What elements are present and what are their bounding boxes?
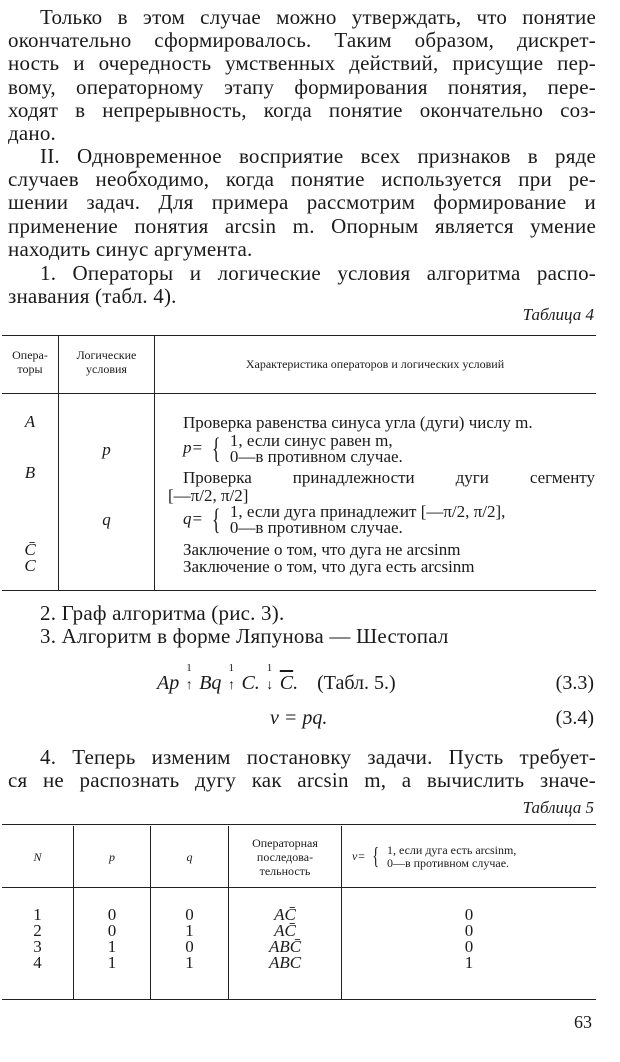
text-line: применение понятия arcsin m. Опорным является умение [8, 213, 596, 238]
text-line: окончательно сформировалось. Таким образом, дискрет- [8, 28, 596, 53]
formula-term-c: C. [241, 672, 260, 694]
table-top-rule [2, 824, 596, 825]
cell-v: 1 [464, 953, 474, 972]
cell-p: 0 [107, 905, 117, 924]
def-p-lhs: p= [183, 437, 203, 457]
def-p-case-1: 1, если синус равен m, [229, 431, 393, 450]
desc-b-line1: Проверка принадлежности дуги сегменту [183, 468, 595, 487]
formula-term-bq: Bq [199, 672, 222, 694]
brace-icon: { [372, 844, 380, 870]
header-n: N [33, 850, 42, 864]
def-p-case-0: 0—в противном случае. [229, 447, 403, 466]
def-q-case-1: 1, если дуга принадлежит [—π/2, π/2], [229, 502, 506, 521]
text-line: ходят в непрерывность, когда понятие окончательно соз- [8, 97, 596, 122]
text-line: ся не распознать дугу как arcsin m, а вычислить значе- [8, 768, 596, 793]
cell-p: 1 [107, 953, 117, 972]
paragraph-4 [8, 602, 596, 648]
cell-n: 2 [33, 921, 42, 940]
cell-n: 3 [33, 937, 42, 956]
condition-p: p [102, 440, 111, 459]
text-line: 3. Алгоритм в форме Ляпунова — Шестопал [40, 624, 449, 649]
text-line: 2. Граф алгоритма (рис. 3). [40, 601, 285, 625]
header-operator-sequence: Операторная последова- тельность [252, 836, 318, 878]
paragraph-1 [8, 6, 596, 145]
v-lhs: v= [352, 848, 366, 863]
text-line: вому, операторному этапу формирования понятия, пере- [8, 74, 596, 99]
text-line: шении задач. Для примера рассмотрим формирование и [8, 190, 596, 215]
def-p-cases [230, 433, 403, 465]
def-q [183, 504, 505, 536]
brace-icon: { [212, 432, 221, 465]
text-line: случаев необходимо, когда понятие используется при ре- [8, 167, 596, 192]
operator-b: B [24, 463, 36, 482]
table-header-rule [2, 887, 596, 888]
text-line: ность и очередность умственных действий, присущие пер- [8, 51, 596, 76]
header-operators: Опера- торы [12, 348, 48, 376]
formula-3-3: Ap 1 ↑ Bq 1 ↑ C. 1 ↓ $\overline{C}$. (Табл. 5.) [157, 662, 396, 694]
desc-b-line2: [—π/2, π/2] [168, 486, 249, 505]
header-conditions: Логические условия [76, 348, 137, 376]
def-q-lhs: q= [183, 508, 203, 528]
cell-p: 0 [107, 921, 117, 940]
cell-p: 1 [107, 937, 117, 956]
table-4-caption: Таблица 4 [522, 305, 594, 324]
text-line: находить синус аргумента. [8, 236, 253, 261]
v-case-0: 0—в противном случае. [386, 856, 510, 870]
desc-a: Проверка равенства синуса угла (дуги) числу m. [183, 413, 533, 432]
equation-number-3-3: (3.3) [555, 672, 594, 694]
text-line: II. Одновременное восприятие всех признаков в ряде [40, 144, 596, 168]
cell-seq: ABC [268, 953, 302, 972]
condition-q: q [102, 510, 111, 529]
column-divider [154, 336, 155, 590]
operator-a: A [24, 412, 36, 431]
v-cases [387, 844, 516, 870]
brace-icon: { [212, 503, 221, 536]
def-p [183, 433, 403, 465]
arrow-up-icon: 1 ↑ [227, 662, 235, 693]
table-header-rule [2, 393, 596, 394]
table-bottom-rule [2, 999, 596, 1000]
def-q-cases [230, 504, 506, 536]
operator-c: C [24, 556, 36, 575]
cell-q: 1 [185, 921, 194, 940]
cell-q: 0 [185, 937, 194, 956]
text-line: 1. Операторы и логические условия алгоритма распо- [40, 261, 596, 285]
cell-q: 1 [185, 953, 194, 972]
text-line: Только в этом случае можно утверждать, что понятие [40, 5, 596, 29]
arrow-down-icon: 1 ↓ [266, 662, 274, 693]
formula-term-c-bar: $\overline{C}$ [279, 672, 294, 694]
cell-seq: AC̄ [274, 921, 296, 940]
equation-number-3-4: (3.4) [555, 707, 594, 729]
table-top-rule [2, 335, 596, 336]
text-line: дано. [8, 121, 56, 146]
header-v-definition [352, 842, 516, 872]
table-5-caption: Таблица 5 [522, 798, 594, 817]
cell-n: 1 [33, 905, 42, 924]
desc-c: Заключение о том, что дуга есть arcsinm [183, 557, 475, 576]
cell-n: 4 [33, 953, 42, 972]
text-line: знавания (табл. 4). [8, 284, 177, 309]
cell-q: 0 [185, 905, 194, 924]
arrow-up-icon: 1 ↑ [185, 662, 193, 693]
operator-c-bar: C̄ [24, 540, 36, 559]
formula-term-ap: Ap [157, 672, 180, 694]
table-bottom-rule [2, 590, 596, 591]
table-reference: (Табл. 5.) [317, 672, 396, 694]
header-q: q [186, 850, 193, 864]
page-number: 63 [574, 1012, 592, 1032]
desc-c-bar: Заключение о том, что дуга не arcsinm [183, 540, 461, 559]
paragraph-5 [8, 746, 596, 792]
paragraph-3 [8, 262, 596, 308]
formula-3-4: v = pq. [270, 707, 328, 729]
text-line: 4. Теперь изменим постановку задачи. Пусть требует- [40, 745, 596, 769]
cell-v: 0 [464, 937, 474, 956]
header-p: p [109, 850, 115, 864]
v-case-1: 1, если дуга есть arcsinm, [386, 843, 517, 857]
cell-v: 0 [464, 921, 474, 940]
def-q-case-0: 0—в противном случае. [229, 518, 403, 537]
paragraph-2 [8, 145, 596, 261]
cell-seq: AC̄ [274, 905, 296, 924]
cell-v: 0 [464, 905, 474, 924]
cell-seq: ABC̄ [268, 937, 302, 956]
header-characteristics: Характеристика операторов и логических условий [245, 357, 505, 371]
